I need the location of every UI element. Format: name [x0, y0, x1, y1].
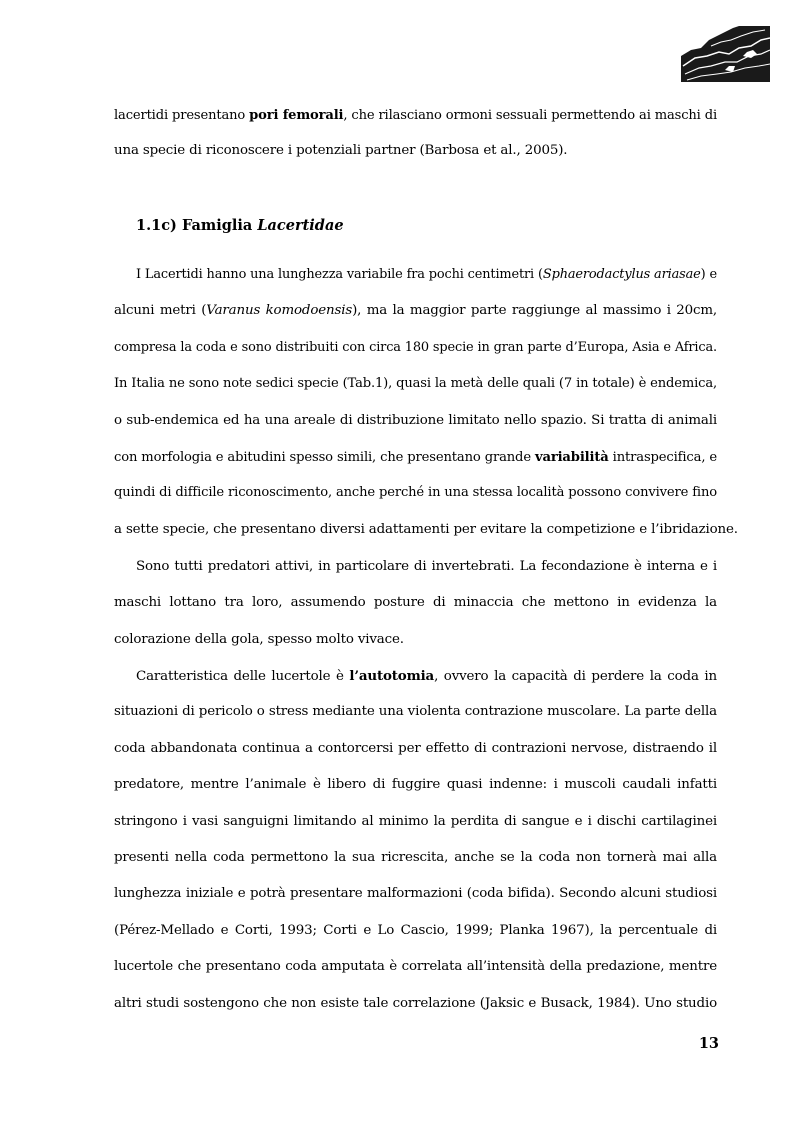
page-number: 13: [698, 1035, 719, 1052]
paragraph-autotomia: Caratteristica delle lucertole è l’autotomia, ovvero la capacità di perdere la coda in situazioni di pericolo o stress mediante una violenta contrazione muscolare. La parte della coda abbandonata continua a contorcersi per effetto di contrazioni nervose, distraendo il predatore, mentre l’animale è libero di fuggire quasi indenne: i muscoli caudali infatti stringono i vasi sanguigni limitando al minimo la perdita di sangue e i dischi cartilaginei presenti nella coda permettono la sua ricrescita, anche se la coda non tornerà mai alla lunghezza iniziale e potrà presentare malformazioni (coda bifida). Secondo alcuni studiosi (Pérez-Mellado e Corti, 1993; Corti e Lo Cascio, 1999; Planka 1967), la percentuale di lucertole che presentano coda amputata è correlata all’intensità della predazione, mentre altri studi sostengono che non esiste tale correlazione (Jaksic e Busack, 1984). Uno studio: [114, 668, 718, 1011]
paragraph-lacertidi-description: I Lacertidi hanno una lunghezza variabile fra pochi centimetri (Sphaerodactylus ariasae) e alcuni metri (Varanus komodoensis), ma la maggior parte raggiunge al massimo i 20cm, compresa la coda e sono distribuiti con circa 180 specie in gran parte d’Europa, Asia e Africa. In Italia ne sono note sedici specie (Tab.1), quasi la metà delle quali (7 in totale) è endemica, o sub-endemica ed ha una areale di distribuzione limitato nello spazio. Si tratta di animali con morfologia e abitudini spesso simili, che presentano grande variabilità intraspecifica, e quindi di difficile riconoscimento, anche perché in una stessa località possono convivere fino a sette specie, che presentano diversi adattamenti per evitare la competizione e l’ibridazione.: [114, 267, 738, 537]
section-heading: 1.1c) Famiglia Lacertidae: [136, 217, 344, 234]
header-logo-image: [681, 26, 770, 82]
paragraph-predatori: Sono tutti predatori attivi, in particolare di invertebrati. La fecondazione è interna e i maschi lottano tra loro, assumendo posture di minaccia che mettono in evidenza la colorazione della gola, spesso molto vivace.: [114, 559, 717, 647]
paragraph-continuation: lacertidi presentano pori femorali, che rilasciano ormoni sessuali permettendo ai maschi di una specie di riconoscere i potenziali partner (Barbosa et al., 2005).: [114, 107, 717, 159]
